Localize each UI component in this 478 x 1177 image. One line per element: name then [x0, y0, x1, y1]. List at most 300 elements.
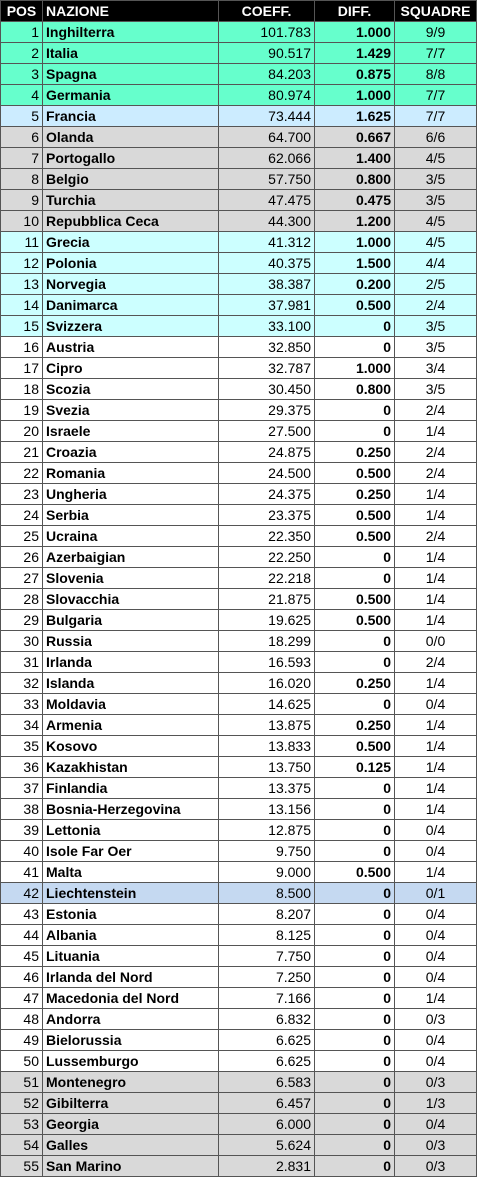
cell-pos: 37 [1, 778, 43, 799]
cell-teams: 0/3 [395, 1135, 477, 1156]
cell-nation: Kazakhistan [43, 757, 219, 778]
cell-coeff: 24.500 [219, 463, 315, 484]
cell-coeff: 12.875 [219, 820, 315, 841]
cell-diff: 1.000 [315, 22, 395, 43]
cell-diff: 0 [315, 946, 395, 967]
cell-diff: 0 [315, 547, 395, 568]
cell-pos: 15 [1, 316, 43, 337]
cell-nation: Macedonia del Nord [43, 988, 219, 1009]
table-row [1, 1051, 477, 1072]
cell-diff: 0.250 [315, 715, 395, 736]
cell-diff: 0.200 [315, 274, 395, 295]
cell-diff: 0 [315, 1072, 395, 1093]
table-row [1, 526, 477, 547]
cell-pos: 27 [1, 568, 43, 589]
table-row [1, 43, 477, 64]
cell-teams: 1/4 [395, 736, 477, 757]
cell-coeff: 9.750 [219, 841, 315, 862]
table-row [1, 757, 477, 778]
cell-pos: 51 [1, 1072, 43, 1093]
cell-teams: 3/5 [395, 316, 477, 337]
cell-teams: 1/4 [395, 421, 477, 442]
cell-diff: 0.800 [315, 169, 395, 190]
cell-pos: 36 [1, 757, 43, 778]
cell-teams: 0/4 [395, 967, 477, 988]
cell-pos: 3 [1, 64, 43, 85]
table-row [1, 64, 477, 85]
cell-nation: Lussemburgo [43, 1051, 219, 1072]
cell-nation: Irlanda [43, 652, 219, 673]
cell-teams: 1/4 [395, 988, 477, 1009]
cell-coeff: 13.375 [219, 778, 315, 799]
table-row [1, 1156, 477, 1177]
table-row [1, 484, 477, 505]
cell-nation: Montenegro [43, 1072, 219, 1093]
cell-diff: 0.500 [315, 736, 395, 757]
table-row [1, 1114, 477, 1135]
cell-diff: 0.500 [315, 589, 395, 610]
cell-nation: Svezia [43, 400, 219, 421]
cell-coeff: 8.500 [219, 883, 315, 904]
cell-nation: Georgia [43, 1114, 219, 1135]
cell-teams: 0/4 [395, 925, 477, 946]
cell-diff: 1.429 [315, 43, 395, 64]
cell-teams: 0/4 [395, 841, 477, 862]
cell-teams: 4/4 [395, 253, 477, 274]
cell-nation: Cipro [43, 358, 219, 379]
cell-teams: 8/8 [395, 64, 477, 85]
cell-diff: 0.250 [315, 484, 395, 505]
cell-coeff: 27.500 [219, 421, 315, 442]
cell-nation: Andorra [43, 1009, 219, 1030]
cell-nation: Bulgaria [43, 610, 219, 631]
table-row [1, 127, 477, 148]
cell-teams: 7/7 [395, 85, 477, 106]
table-row [1, 211, 477, 232]
cell-teams: 1/4 [395, 589, 477, 610]
cell-teams: 1/4 [395, 673, 477, 694]
cell-coeff: 8.207 [219, 904, 315, 925]
cell-diff: 1.625 [315, 106, 395, 127]
cell-nation: Scozia [43, 379, 219, 400]
cell-nation: Kosovo [43, 736, 219, 757]
table-row [1, 946, 477, 967]
cell-diff: 1.000 [315, 358, 395, 379]
table-row [1, 778, 477, 799]
cell-nation: Slovenia [43, 568, 219, 589]
cell-pos: 40 [1, 841, 43, 862]
cell-diff: 0 [315, 1051, 395, 1072]
cell-teams: 0/1 [395, 883, 477, 904]
cell-pos: 6 [1, 127, 43, 148]
cell-teams: 3/5 [395, 190, 477, 211]
cell-diff: 0 [315, 337, 395, 358]
cell-pos: 2 [1, 43, 43, 64]
cell-coeff: 19.625 [219, 610, 315, 631]
cell-pos: 13 [1, 274, 43, 295]
cell-pos: 17 [1, 358, 43, 379]
table-row [1, 631, 477, 652]
table-row [1, 610, 477, 631]
cell-pos: 1 [1, 22, 43, 43]
cell-teams: 1/4 [395, 484, 477, 505]
cell-coeff: 16.593 [219, 652, 315, 673]
cell-nation: Ucraina [43, 526, 219, 547]
cell-teams: 0/4 [395, 694, 477, 715]
table-row [1, 694, 477, 715]
cell-coeff: 101.783 [219, 22, 315, 43]
table-row [1, 547, 477, 568]
cell-pos: 10 [1, 211, 43, 232]
cell-teams: 0/4 [395, 946, 477, 967]
table-row [1, 421, 477, 442]
cell-pos: 31 [1, 652, 43, 673]
cell-pos: 48 [1, 1009, 43, 1030]
cell-diff: 1.400 [315, 148, 395, 169]
cell-coeff: 37.981 [219, 295, 315, 316]
cell-coeff: 13.833 [219, 736, 315, 757]
cell-diff: 0 [315, 988, 395, 1009]
cell-pos: 47 [1, 988, 43, 1009]
table-row [1, 862, 477, 883]
cell-diff: 0 [315, 631, 395, 652]
cell-coeff: 21.875 [219, 589, 315, 610]
cell-pos: 35 [1, 736, 43, 757]
cell-nation: Croazia [43, 442, 219, 463]
cell-coeff: 7.250 [219, 967, 315, 988]
cell-teams: 9/9 [395, 22, 477, 43]
cell-coeff: 8.125 [219, 925, 315, 946]
cell-nation: Estonia [43, 904, 219, 925]
cell-coeff: 33.100 [219, 316, 315, 337]
cell-pos: 18 [1, 379, 43, 400]
cell-coeff: 24.875 [219, 442, 315, 463]
cell-pos: 53 [1, 1114, 43, 1135]
cell-coeff: 9.000 [219, 862, 315, 883]
cell-diff: 0.475 [315, 190, 395, 211]
cell-coeff: 6.832 [219, 1009, 315, 1030]
cell-nation: Azerbaigian [43, 547, 219, 568]
cell-teams: 0/4 [395, 1051, 477, 1072]
table-row [1, 232, 477, 253]
cell-diff: 0.500 [315, 505, 395, 526]
cell-pos: 14 [1, 295, 43, 316]
table-row [1, 253, 477, 274]
cell-pos: 5 [1, 106, 43, 127]
cell-coeff: 6.625 [219, 1051, 315, 1072]
cell-pos: 39 [1, 820, 43, 841]
cell-pos: 7 [1, 148, 43, 169]
cell-coeff: 38.387 [219, 274, 315, 295]
cell-nation: Slovacchia [43, 589, 219, 610]
cell-diff: 0.125 [315, 757, 395, 778]
cell-nation: Austria [43, 337, 219, 358]
cell-teams: 3/4 [395, 358, 477, 379]
cell-diff: 0 [315, 841, 395, 862]
cell-coeff: 18.299 [219, 631, 315, 652]
cell-pos: 45 [1, 946, 43, 967]
cell-coeff: 22.250 [219, 547, 315, 568]
cell-pos: 22 [1, 463, 43, 484]
cell-pos: 4 [1, 85, 43, 106]
header-nation: NAZIONE [43, 1, 219, 22]
cell-nation: Spagna [43, 64, 219, 85]
cell-pos: 19 [1, 400, 43, 421]
cell-nation: Moldavia [43, 694, 219, 715]
cell-coeff: 80.974 [219, 85, 315, 106]
table-row [1, 505, 477, 526]
cell-nation: Lituania [43, 946, 219, 967]
cell-nation: Norvegia [43, 274, 219, 295]
cell-pos: 54 [1, 1135, 43, 1156]
cell-diff: 0 [315, 400, 395, 421]
table-row [1, 337, 477, 358]
cell-teams: 1/4 [395, 778, 477, 799]
cell-teams: 1/4 [395, 610, 477, 631]
cell-nation: Bielorussia [43, 1030, 219, 1051]
table-row [1, 85, 477, 106]
cell-nation: Germania [43, 85, 219, 106]
cell-nation: Gibilterra [43, 1093, 219, 1114]
cell-pos: 16 [1, 337, 43, 358]
cell-nation: Grecia [43, 232, 219, 253]
table-row [1, 568, 477, 589]
table-row [1, 442, 477, 463]
cell-teams: 3/5 [395, 379, 477, 400]
cell-pos: 43 [1, 904, 43, 925]
cell-diff: 0.500 [315, 610, 395, 631]
table-row [1, 652, 477, 673]
table-row [1, 463, 477, 484]
cell-nation: Danimarca [43, 295, 219, 316]
cell-diff: 0.500 [315, 526, 395, 547]
cell-pos: 30 [1, 631, 43, 652]
cell-coeff: 14.625 [219, 694, 315, 715]
cell-pos: 41 [1, 862, 43, 883]
cell-pos: 44 [1, 925, 43, 946]
table-body [1, 22, 477, 1177]
table-row [1, 820, 477, 841]
header-teams: SQUADRE [395, 1, 477, 22]
cell-teams: 2/4 [395, 463, 477, 484]
cell-nation: Armenia [43, 715, 219, 736]
cell-coeff: 30.450 [219, 379, 315, 400]
table-row [1, 715, 477, 736]
cell-pos: 38 [1, 799, 43, 820]
cell-nation: Liechtenstein [43, 883, 219, 904]
cell-diff: 0 [315, 316, 395, 337]
cell-coeff: 23.375 [219, 505, 315, 526]
cell-nation: Polonia [43, 253, 219, 274]
cell-coeff: 24.375 [219, 484, 315, 505]
cell-coeff: 6.625 [219, 1030, 315, 1051]
cell-pos: 8 [1, 169, 43, 190]
cell-coeff: 7.166 [219, 988, 315, 1009]
cell-diff: 0.800 [315, 379, 395, 400]
cell-teams: 1/4 [395, 757, 477, 778]
cell-coeff: 32.850 [219, 337, 315, 358]
cell-teams: 1/4 [395, 568, 477, 589]
cell-diff: 0 [315, 904, 395, 925]
cell-pos: 25 [1, 526, 43, 547]
cell-teams: 0/4 [395, 1030, 477, 1051]
cell-pos: 26 [1, 547, 43, 568]
cell-nation: Inghilterra [43, 22, 219, 43]
cell-nation: Repubblica Ceca [43, 211, 219, 232]
cell-teams: 0/3 [395, 1156, 477, 1177]
cell-pos: 50 [1, 1051, 43, 1072]
cell-pos: 21 [1, 442, 43, 463]
cell-pos: 49 [1, 1030, 43, 1051]
cell-pos: 33 [1, 694, 43, 715]
cell-diff: 0 [315, 1114, 395, 1135]
cell-nation: Serbia [43, 505, 219, 526]
cell-pos: 20 [1, 421, 43, 442]
cell-diff: 0 [315, 1009, 395, 1030]
cell-nation: Albania [43, 925, 219, 946]
cell-nation: Israele [43, 421, 219, 442]
cell-pos: 9 [1, 190, 43, 211]
cell-diff: 0 [315, 967, 395, 988]
table-row [1, 106, 477, 127]
cell-teams: 0/3 [395, 1009, 477, 1030]
table-row [1, 316, 477, 337]
cell-coeff: 40.375 [219, 253, 315, 274]
cell-diff: 0 [315, 820, 395, 841]
cell-pos: 29 [1, 610, 43, 631]
cell-diff: 0.250 [315, 442, 395, 463]
cell-teams: 1/3 [395, 1093, 477, 1114]
cell-coeff: 16.020 [219, 673, 315, 694]
cell-teams: 1/4 [395, 862, 477, 883]
cell-nation: Malta [43, 862, 219, 883]
cell-pos: 46 [1, 967, 43, 988]
cell-nation: Portogallo [43, 148, 219, 169]
table-row [1, 1072, 477, 1093]
header-diff: DIFF. [315, 1, 395, 22]
cell-nation: Lettonia [43, 820, 219, 841]
cell-coeff: 22.350 [219, 526, 315, 547]
cell-teams: 1/4 [395, 547, 477, 568]
cell-nation: Islanda [43, 673, 219, 694]
cell-teams: 6/6 [395, 127, 477, 148]
cell-diff: 0.500 [315, 862, 395, 883]
cell-teams: 2/4 [395, 652, 477, 673]
cell-diff: 0 [315, 925, 395, 946]
header-row [1, 1, 477, 22]
cell-coeff: 13.875 [219, 715, 315, 736]
cell-pos: 28 [1, 589, 43, 610]
table-row [1, 148, 477, 169]
cell-coeff: 2.831 [219, 1156, 315, 1177]
cell-diff: 0.667 [315, 127, 395, 148]
cell-coeff: 22.218 [219, 568, 315, 589]
cell-diff: 0 [315, 778, 395, 799]
table-row [1, 988, 477, 1009]
cell-teams: 7/7 [395, 43, 477, 64]
header-pos: POS [1, 1, 43, 22]
cell-teams: 4/5 [395, 211, 477, 232]
table-row [1, 274, 477, 295]
cell-diff: 0 [315, 694, 395, 715]
table-row [1, 379, 477, 400]
cell-coeff: 90.517 [219, 43, 315, 64]
cell-pos: 12 [1, 253, 43, 274]
cell-diff: 1.500 [315, 253, 395, 274]
table-row [1, 22, 477, 43]
table-row [1, 1093, 477, 1114]
cell-coeff: 7.750 [219, 946, 315, 967]
cell-coeff: 6.583 [219, 1072, 315, 1093]
cell-coeff: 41.312 [219, 232, 315, 253]
cell-nation: Romania [43, 463, 219, 484]
cell-teams: 2/4 [395, 526, 477, 547]
cell-nation: Ungheria [43, 484, 219, 505]
cell-coeff: 6.000 [219, 1114, 315, 1135]
cell-diff: 0.500 [315, 463, 395, 484]
header-coeff: COEFF. [219, 1, 315, 22]
cell-nation: Bosnia-Herzegovina [43, 799, 219, 820]
cell-coeff: 13.156 [219, 799, 315, 820]
table-row [1, 799, 477, 820]
cell-teams: 2/4 [395, 400, 477, 421]
cell-teams: 1/4 [395, 799, 477, 820]
cell-teams: 4/5 [395, 148, 477, 169]
table-row [1, 1135, 477, 1156]
cell-coeff: 64.700 [219, 127, 315, 148]
cell-pos: 32 [1, 673, 43, 694]
cell-teams: 3/5 [395, 169, 477, 190]
cell-nation: Galles [43, 1135, 219, 1156]
table-row [1, 295, 477, 316]
cell-coeff: 62.066 [219, 148, 315, 169]
cell-diff: 0 [315, 799, 395, 820]
cell-teams: 0/3 [395, 1072, 477, 1093]
table-row [1, 736, 477, 757]
cell-teams: 3/5 [395, 337, 477, 358]
table-row [1, 904, 477, 925]
cell-nation: San Marino [43, 1156, 219, 1177]
cell-coeff: 32.787 [219, 358, 315, 379]
cell-teams: 2/4 [395, 295, 477, 316]
cell-coeff: 47.475 [219, 190, 315, 211]
table-row [1, 883, 477, 904]
cell-coeff: 44.300 [219, 211, 315, 232]
cell-teams: 0/4 [395, 1114, 477, 1135]
table-row [1, 169, 477, 190]
cell-pos: 24 [1, 505, 43, 526]
cell-nation: Irlanda del Nord [43, 967, 219, 988]
cell-teams: 0/4 [395, 904, 477, 925]
cell-pos: 11 [1, 232, 43, 253]
cell-diff: 0 [315, 1093, 395, 1114]
cell-pos: 52 [1, 1093, 43, 1114]
cell-diff: 0 [315, 421, 395, 442]
cell-teams: 2/5 [395, 274, 477, 295]
cell-coeff: 5.624 [219, 1135, 315, 1156]
cell-nation: Russia [43, 631, 219, 652]
cell-pos: 34 [1, 715, 43, 736]
table-row [1, 400, 477, 421]
cell-nation: Finlandia [43, 778, 219, 799]
cell-diff: 1.200 [315, 211, 395, 232]
cell-pos: 23 [1, 484, 43, 505]
cell-teams: 4/5 [395, 232, 477, 253]
cell-nation: Isole Far Oer [43, 841, 219, 862]
table-row [1, 673, 477, 694]
cell-diff: 0.500 [315, 295, 395, 316]
cell-diff: 0 [315, 568, 395, 589]
